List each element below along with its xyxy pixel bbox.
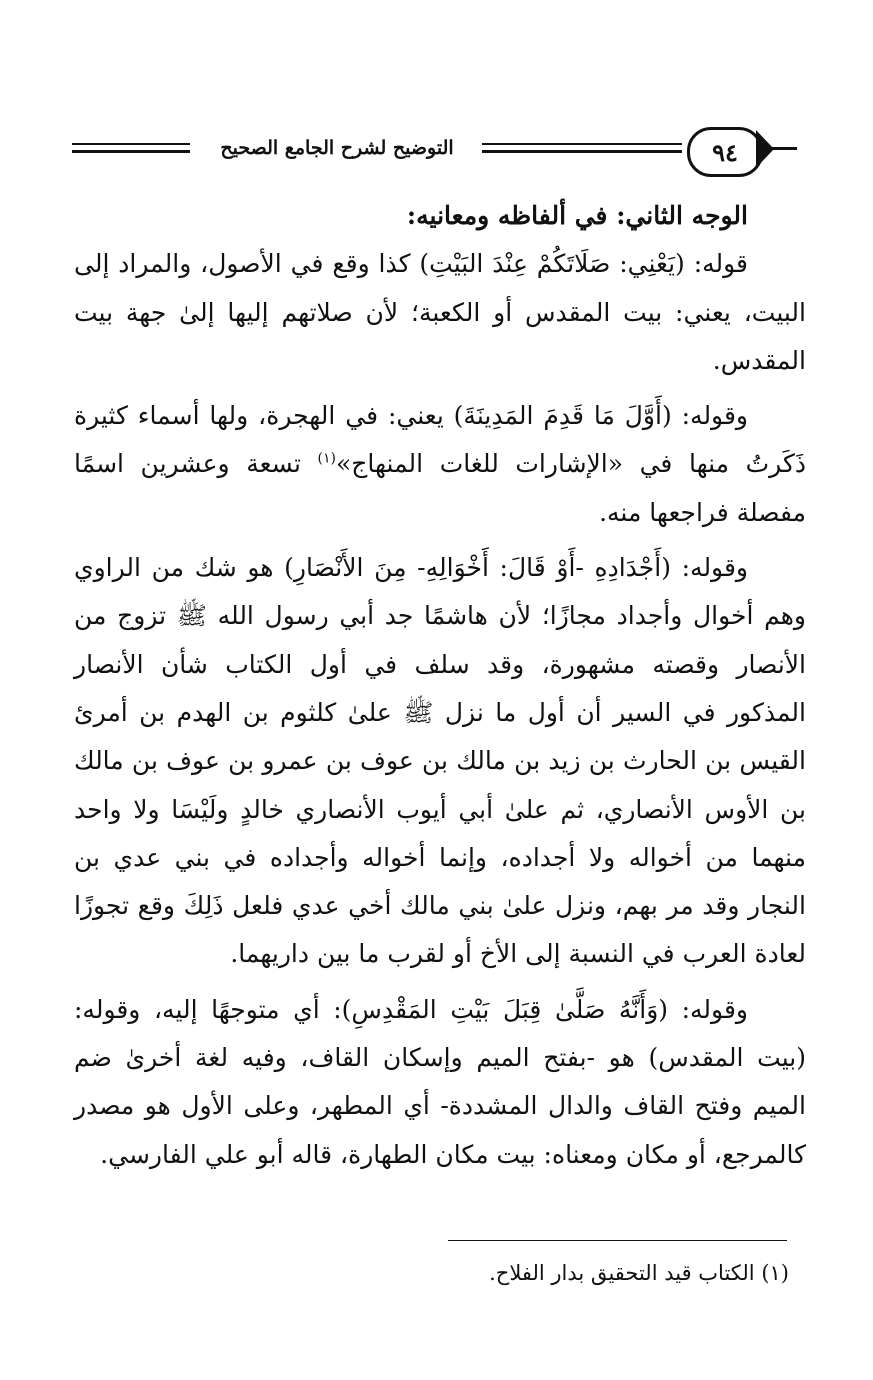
header-rule [482,150,682,153]
header-rule [772,147,797,150]
header-rule [72,150,190,153]
header-rule [482,143,682,145]
paragraph-text: تسعة وعشرين اسمًا مفصلة فراجعها منه. [74,449,806,527]
paragraph-text: وقوله: (أَوَّلَ مَا قَدِمَ المَدِينَةَ) يعني: في الهجرة، ولها أسماء كثيرة ذَكَرتُ منها في «الإشارات للغات المنهاج» [74,401,806,479]
paragraph [74,392,806,537]
footnote-marker: (١) [761,1261,789,1285]
running-header [72,125,797,179]
paragraph: وقوله: (وَأَنَّهُ صَلَّىٰ قِبَلَ بَيْتِ المَقْدِسِ): أي متوجهًا إليه، وقوله: (بيت المقدس) هو -بفتح الميم وإسكان القاف، وفيه لغة أخرىٰ ضم الميم وفتح القاف والدال المشددة- أي المطهر، وعلى الأول هو مصدر كالمرجع، أو مكان ومعناه: بيت مكان الطهارة، قاله أبو علي الفارسي. [74,994,806,1169]
footnote-reference[interactable]: (١) [317,451,336,468]
footnote-text: الكتاب قيد التحقيق بدار الفلاح. [489,1261,755,1285]
paragraph: قوله: (يَعْنِي: صَلَاتَكُمْ عِنْدَ البَيْتِ) كذا وقع في الأصول، والمراد إلى البيت، يعني: بيت المقدس أو الكعبة؛ لأن صلاتهم إليها إلىٰ جهة بيت المقدس. [74,249,806,375]
footnote-separator [448,1240,787,1241]
paragraph: وقوله: (أَجْدَادِهِ -أَوْ قَالَ: أَخْوَالِهِ- مِنَ الأَنْصَارِ) هو شك من الراوي وهم أخوال وأجداد مجازًا؛ لأن هاشمًا جد أبي رسول الله ﷺ تزوج من الأنصار وقصته مشهورة، وقد سلف في أول الكتاب شأن الأنصار المذكور في السير أن أول ما نزل ﷺ علىٰ كلثوم بن الهدم بن أمرئ القيس بن الحارث بن زيد بن مالك بن عوف بن عمرو بن عوف بن مالك بن الأوس الأنصاري، ثم علىٰ أبي أيوب الأنصاري خالدٍ ولَيْسَا ولا واحد منهما من أخواله ولا أجداده، وإنما أخواله وأجداده في بني عدي بن النجار وقد مر بهم، ونزل علىٰ بني مالك أخي عدي فلعل ذَلِكَ وقع تجوزًا لعادة العرب في النسبة إلى الأخ أو لقرب ما بين داريهما. [74,553,806,969]
book-title: التوضيح لشرح الجامع الصحيح [220,137,454,159]
section-heading: الوجه الثاني: في ألفاظه ومعانيه: [406,201,748,230]
header-rule [72,143,190,145]
footnote [74,1258,789,1288]
page-number: ٩٤ [687,127,763,177]
main-text [74,192,806,1179]
